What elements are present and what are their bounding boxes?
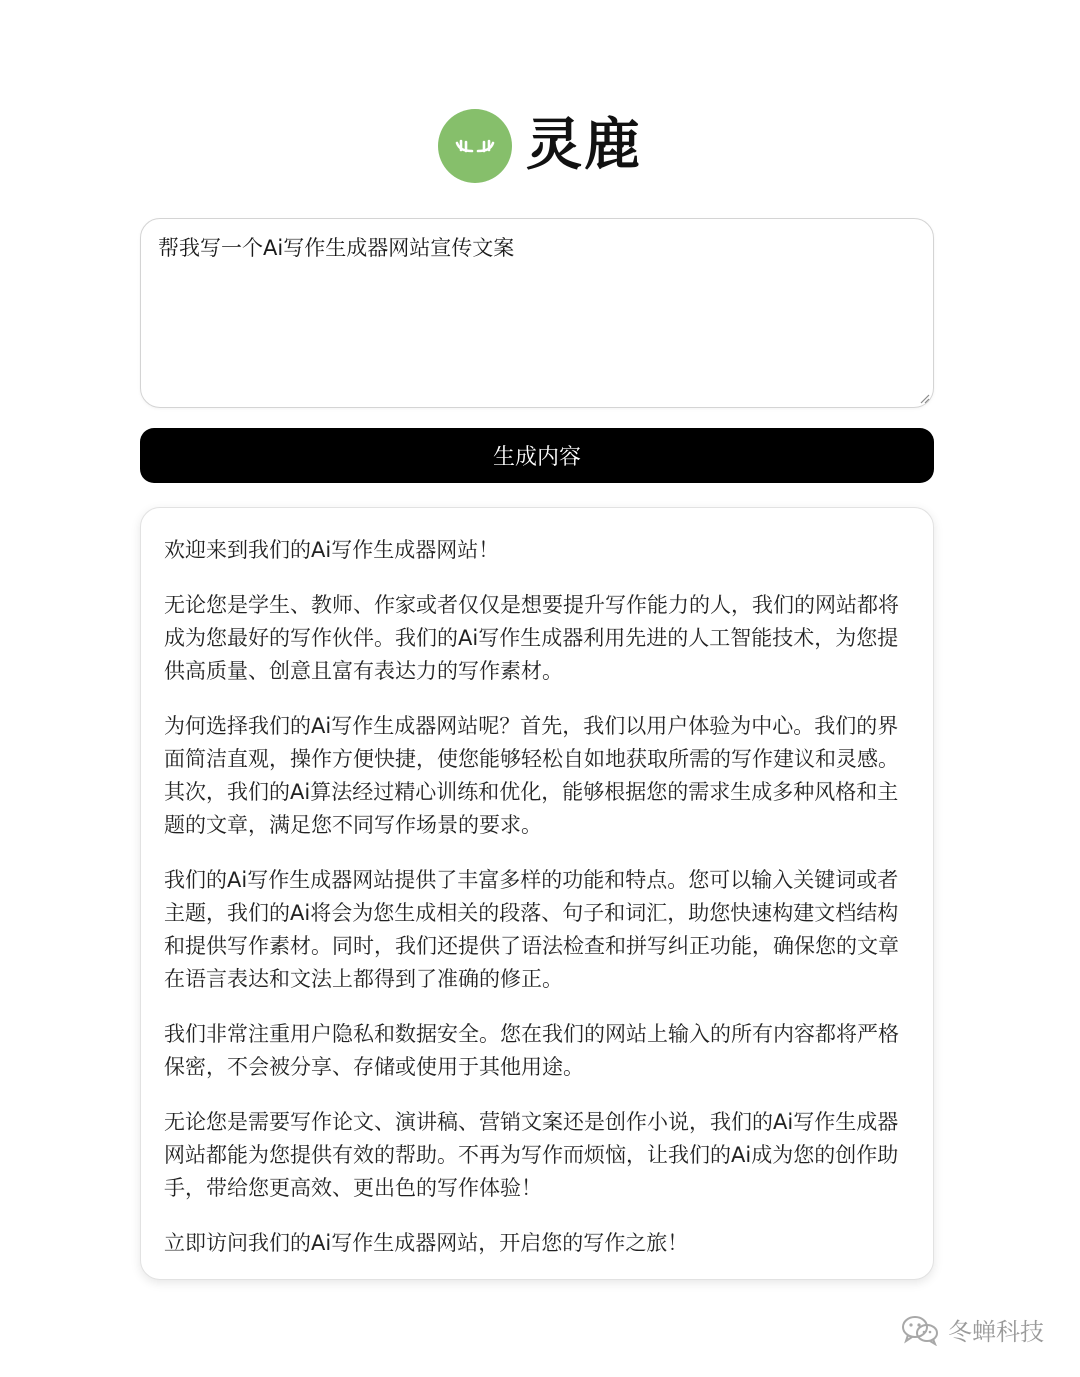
watermark bbox=[900, 1312, 1044, 1347]
result-paragraph: 我们非常注重用户隐私和数据安全。您在我们的网站上输入的所有内容都将严格保密，不会被分享、存储或使用于其他用途。 bbox=[164, 1022, 899, 1079]
result-paragraph: 欢迎来到我们的Ai写作生成器网站！ bbox=[164, 538, 500, 562]
result-paragraph: 我们的Ai写作生成器网站提供了丰富多样的功能和特点。您可以输入关键词或者主题，我们的Ai将会为您生成相关的段落、句子和词汇，助您快速构建文档结构和提供写作素材。同时，我们还提供了语法检查和拼写纠正功能，确保您的文章在语言表达和文法上都得到了准确的修正。 bbox=[164, 868, 899, 991]
prompt-area bbox=[140, 218, 934, 408]
result-paragraph: 无论您是需要写作论文、演讲稿、营销文案还是创作小说，我们的Ai写作生成器网站都能为您提供有效的帮助。不再为写作而烦恼，让我们的Ai成为您的创作助手，带给您更高效、更出色的写作体验！ bbox=[164, 1110, 899, 1200]
antler-icon-glyph bbox=[450, 131, 500, 161]
generate-button[interactable]: 生成内容 bbox=[140, 428, 934, 483]
antler-icon bbox=[438, 109, 512, 183]
prompt-input[interactable] bbox=[140, 218, 934, 408]
wechat-icon bbox=[900, 1314, 940, 1346]
result-paragraph: 无论您是学生、教师、作家或者仅仅是想要提升写作能力的人，我们的网站都将成为您最好的写作伙伴。我们的Ai写作生成器利用先进的人工智能技术，为您提供高质量、创意且富有表达力的写作素材。 bbox=[164, 593, 899, 683]
result-paragraph: 为何选择我们的Ai写作生成器网站呢？首先，我们以用户体验为中心。我们的界面简洁直观，操作方便快捷，使您能够轻松自如地获取所需的写作建议和灵感。其次，我们的Ai算法经过精心训练和优化，能够根据您的需求生成多种风格和主题的文章，满足您不同写作场景的要求。 bbox=[164, 714, 899, 837]
resize-handle-icon[interactable] bbox=[919, 393, 930, 404]
brand-header bbox=[0, 106, 1080, 186]
brand-name: 灵鹿 bbox=[526, 113, 642, 178]
watermark-text: 冬蝉科技 bbox=[948, 1318, 1044, 1346]
result-paragraph: 立即访问我们的Ai写作生成器网站，开启您的写作之旅！ bbox=[164, 1231, 689, 1255]
result-card bbox=[140, 507, 934, 1280]
